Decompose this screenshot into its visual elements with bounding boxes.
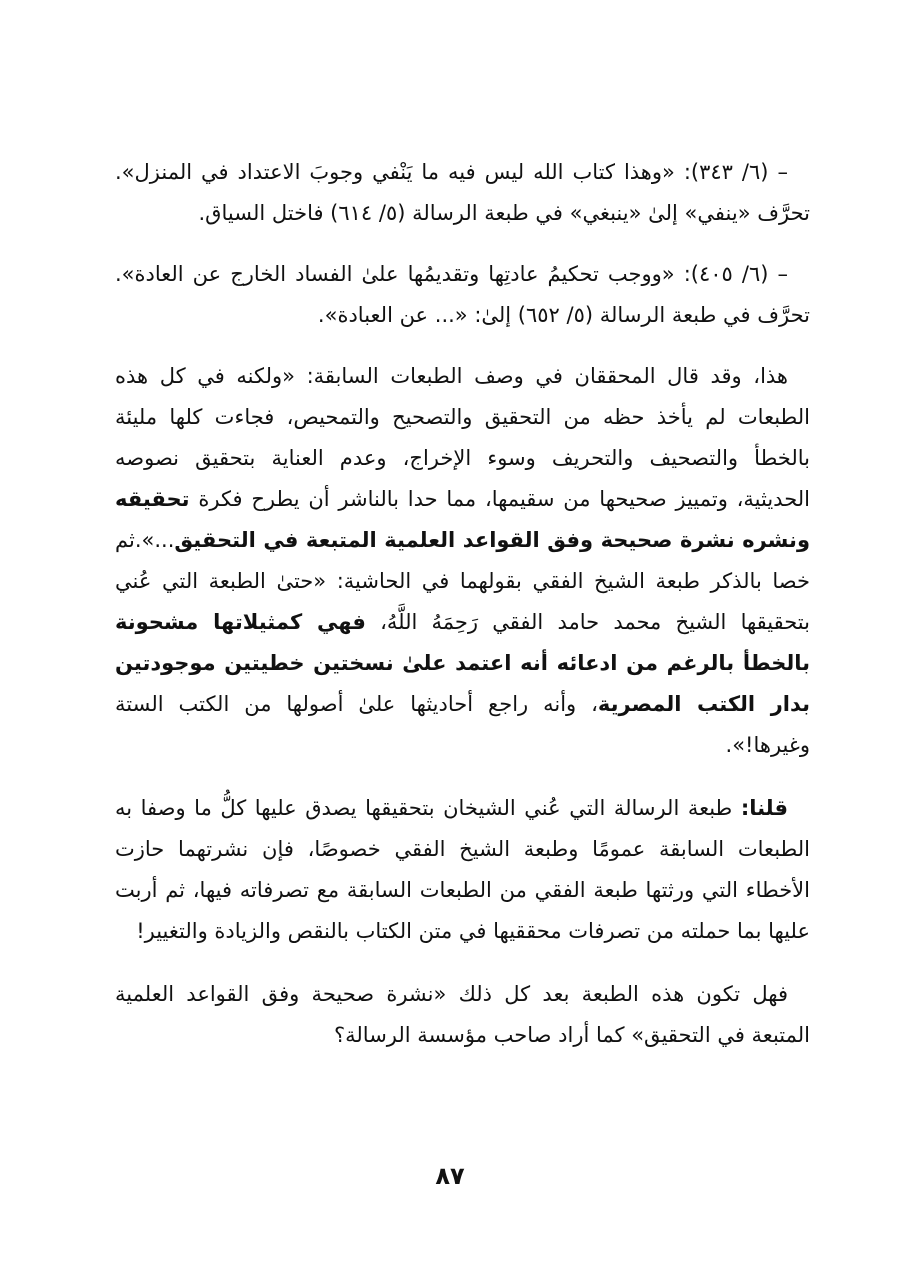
paragraph-response xyxy=(115,788,810,952)
bold-phrase: تحقيقه ونشره نشرة صحيحة وفق القواعد العلمية المتبعة في التحقيق xyxy=(115,487,810,552)
paragraph-question xyxy=(115,974,810,1056)
item-dash: – xyxy=(777,262,788,286)
bold-phrase: فهي كمثيلاتها مشحونة بالخطأ بالرغم من ادعائه أنه اعتمد علىٰ نسختين خطيتين موجودتين بدار الكتب المصرية xyxy=(115,610,810,716)
page-body xyxy=(115,152,810,1056)
footnote-item-2 xyxy=(115,254,810,336)
footnote-item-1 xyxy=(115,152,810,234)
paragraph-editors-quote xyxy=(115,356,810,766)
paragraph-text: هذا، وقد قال المحققان في وصف الطبعات السابقة: «ولكنه في كل هذه الطبعات لم يأخذ حظه من التحقيق والتصحيح والتمحيص، فجاءت كلها مليئة بالخطأ والتصحيف والتحريف وسوء الإخراج، وعدم العناية بتحقيق نصوصه الحديثية، وتمييز صحيحها من سقيمها، مما حدا بالناشر أن يطرح فكرة xyxy=(115,364,810,511)
paragraph-text: طبعة الرسالة التي عُني الشيخان بتحقيقها يصدق عليها كلُّ ما وصفا به الطبعات السابقة عمومًا وطبعة الشيخ الفقي خصوصًا، فإن نشرتهما حازت الأخطاء التي ورثتها طبعة الفقي من الطبعات السابقة مع تصرفاته فيها، ثم أربت عليها بما حملته من تصرفات محققيها في متن الكتاب بالنقص والزيادة والتغيير! xyxy=(115,796,810,943)
item-text: «وهذا كتاب الله ليس فيه ما يَنْفي وجوبَ الاعتداد في المنزل». تحرَّف «ينفي» إلىٰ «ينبغي» في طبعة الرسالة (٥/ ٦١٤) فاختل السياق. xyxy=(115,160,810,225)
page-number: ٨٧ xyxy=(435,1162,465,1190)
item-dash: – xyxy=(777,160,788,184)
paragraph-text: ...».ثم خصا بالذكر طبعة الشيخ الفقي بقولهما في الحاشية: «حتىٰ الطبعة التي عُني بتحقيقها الشيخ محمد حامد الفقي رَحِمَهُ اللَّهُ، xyxy=(115,528,810,634)
item-reference: (٦/ ٣٤٣): xyxy=(683,160,769,184)
paragraph-text: ، وأنه راجع أحاديثها علىٰ أصولها من الكتب الستة وغيرها!». xyxy=(115,692,810,757)
item-reference: (٦/ ٤٠٥): xyxy=(683,262,769,286)
paragraph-text: فهل تكون هذه الطبعة بعد كل ذلك «نشرة صحيحة وفق القواعد العلمية المتبعة في التحقيق» كما أراد صاحب مؤسسة الرسالة؟ xyxy=(115,982,810,1047)
lead-word: قلنا: xyxy=(740,796,788,820)
item-text: «ووجب تحكيمُ عادتِها وتقديمُها علىٰ الفساد الخارج عن العادة». تحرَّف في طبعة الرسالة (٥/ ٦٥٢) إلىٰ: «... عن العبادة». xyxy=(115,262,810,327)
